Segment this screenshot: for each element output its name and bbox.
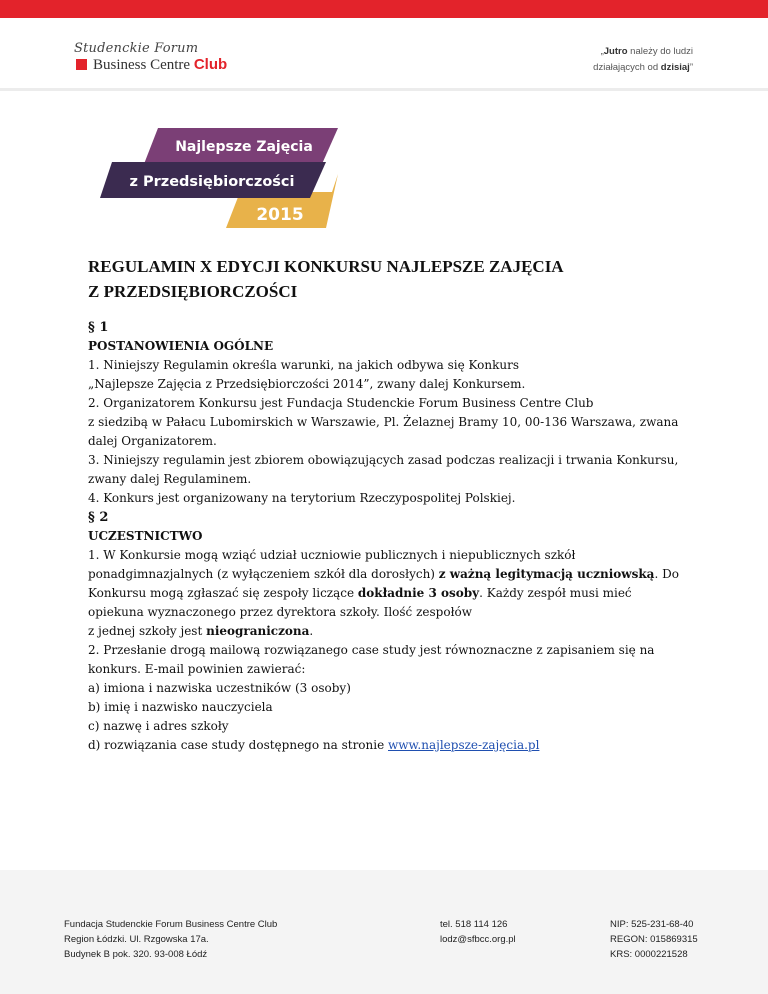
business-centre-club-logo <box>76 56 227 74</box>
section-1-p4b: 4. Konkurs jest organizowany na terytorium Rzeczypospolitej Polskiej. <box>88 491 516 505</box>
section-2-p1-bold-nieograniczona: nieograniczona <box>206 624 310 638</box>
section-1-block-4 <box>88 451 688 508</box>
section-2-mark: § 2 <box>88 510 109 525</box>
section-1-mark: § 1 <box>88 320 109 335</box>
footer-contact <box>440 917 516 947</box>
logo-red-square-icon <box>76 59 87 70</box>
section-1-p2b: 2. Organizatorem Konkursu jest Fundacja Studenckie Forum Business Centre Club <box>88 396 594 410</box>
badge-year: 2015 <box>256 205 304 225</box>
motto-bold-dzisiaj: dzisiaj <box>660 62 690 73</box>
section-1-p3: z siedzibą w Pałacu Lubomirskich w Warszawie, Pl. Żelaznej Bramy 10, 00-136 Warszawa, zwana dalej Organizatorem. <box>88 415 679 448</box>
section-1-block-1 <box>88 337 688 375</box>
list-item-b: b) imię i nazwisko nauczyciela <box>88 700 273 714</box>
section-1-block-2 <box>88 375 688 413</box>
footer-address-line-3: Budynek B pok. 320. 93-008 Łódź <box>64 949 208 960</box>
section-2-p2: 2. Przesłanie drogą mailową rozwiązanego case study jest równoznaczne z zapisaniem się na konkurs. E-mail powinien zawierać: <box>88 643 655 676</box>
badge-line2: z Przedsiębiorczości <box>129 174 295 190</box>
badge-line1: Najlepsze Zajęcia <box>175 139 313 155</box>
header-divider <box>0 88 768 91</box>
motto-text-2: działających od <box>593 62 661 73</box>
logo-club: Club <box>193 56 228 73</box>
motto-quote-close: ” <box>689 62 693 73</box>
list-item-d <box>88 736 688 755</box>
footer-address-line-2: Region Łódzki. Ul. Rzgowska 17a. <box>64 934 209 945</box>
section-2-p1-e: . Każdy zespół musi mieć opiekuna wyznaczonego przez dyrektora szkoły. Ilość zespołów <box>88 586 632 619</box>
list-item-d-text: d) rozwiązania case study dostępnego na stronie <box>88 738 389 752</box>
list-item-c: c) nazwę i adres szkoły <box>88 719 229 733</box>
logo-script-text: Studenckie Forum <box>74 41 199 56</box>
header-motto <box>513 44 693 76</box>
motto-bold-jutro: Jutro <box>603 46 628 57</box>
section-2-p1-bold-3-osoby: dokładnie 3 osoby <box>357 586 480 600</box>
footer-registry <box>610 917 698 962</box>
title-line-2: Z PRZEDSIĘBIORCZOŚCI <box>88 282 298 301</box>
section-1-heading: POSTANOWIENIA OGÓLNE <box>88 339 274 353</box>
contest-badge-logo <box>100 126 340 228</box>
section-1-p4a: 3. Niniejszy regulamin jest zbiorem obowiązujących zasad podczas realizacji i trwania Konkursu, zwany dalej Regulaminem. <box>88 453 679 486</box>
document-title <box>88 254 688 304</box>
footer-email: lodz@sfbcc.org.pl <box>440 934 516 945</box>
website-link[interactable]: www.najlepsze-zajęcia.pl <box>388 738 540 752</box>
section-2-block-1 <box>88 527 688 679</box>
title-line-1: REGULAMIN X EDYCJI KONKURSU NAJLEPSZE ZAJĘCIA <box>88 257 564 276</box>
section-1-p2a: „Najlepsze Zajęcia z Przedsiębiorczości 2014”, zwany dalej Konkursem. <box>88 377 526 391</box>
section-2-p1-a: 1. W Konkursie mogą wziąć udział uczniowie publicznych i niepublicznych szkół ponadgimnazjalnych (z wyłączeniem szkół dla dorosłych) <box>88 548 576 581</box>
list-item-a: a) imiona i nazwiska uczestników (3 osoby) <box>88 681 351 695</box>
footer-phone: tel. 518 114 126 <box>440 919 508 930</box>
section-2-heading: UCZESTNICTWO <box>88 529 203 543</box>
footer-address-line-1: Fundacja Studenckie Forum Business Centre Club <box>64 919 278 930</box>
section-2-p1-h: . <box>309 624 314 638</box>
document-body <box>88 318 688 755</box>
footer-regon: REGON: 015869315 <box>610 934 698 945</box>
logo-business-centre: Business Centre <box>93 57 191 73</box>
footer-nip: NIP: 525-231-68-40 <box>610 919 694 930</box>
section-1-p1: 1. Niniejszy Regulamin określa warunki, na jakich odbywa się Konkurs <box>88 358 519 372</box>
motto-text-1: należy do ludzi <box>627 46 693 57</box>
motto-quote-open: „ <box>600 46 604 57</box>
section-2-p1-f: z jednej szkoły jest <box>88 624 207 638</box>
footer-address <box>64 917 277 962</box>
page-footer <box>0 870 768 994</box>
section-2-p1-bold-legitymacja: z ważną legitymacją uczniowską <box>438 567 655 581</box>
section-2-p1-c: . Do Konkursu mogą zgłaszać się zespoły liczące <box>88 567 679 600</box>
top-red-bar <box>0 0 768 18</box>
footer-krs: KRS: 0000221528 <box>610 949 688 960</box>
